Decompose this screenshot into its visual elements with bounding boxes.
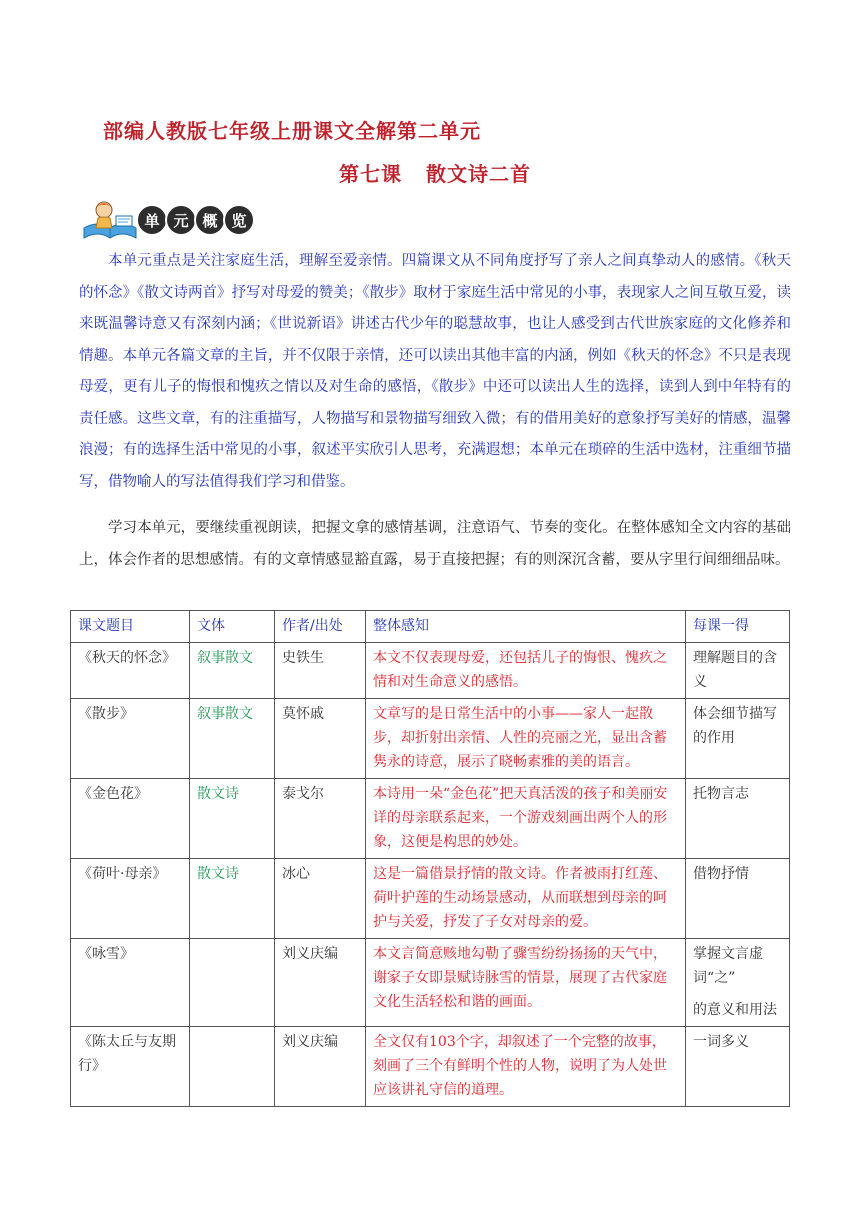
- header-author: 作者/出处: [275, 611, 366, 643]
- table-row: [71, 779, 790, 859]
- header-overall: 整体感知: [366, 611, 686, 643]
- table-row: [71, 699, 790, 779]
- genre-cell: 叙事散文: [190, 643, 275, 699]
- overall-cell: 本文不仅表现母爱，还包括儿子的悔恨、愧疚之情和对生命意义的感悟。: [366, 643, 686, 699]
- overall-cell: 本诗用一朵“金色花”把天真活泼的孩子和美丽安详的母亲联系起来，一个游戏刻画出两个人的形象，这便是构思的妙处。: [366, 779, 686, 859]
- table-row: [71, 939, 790, 1027]
- genre-cell: 散文诗: [190, 859, 275, 939]
- table-row: [71, 643, 790, 699]
- author-cell: 史铁生: [275, 643, 366, 699]
- study-guide-paragraph: 学习本单元，要继续重视朗读，把握文拿的感情基调，注意语气、节奏的变化。在整体感知全文内容的基础上，体会作者的思想感情。有的文章情感显豁直露，易于直接把握；有的则深沉含蓄，要从字里行间细细品味。: [79, 520, 791, 568]
- genre-cell: 散文诗: [190, 779, 275, 859]
- overall-cell: 文章写的是日常生活中的小事——家人一起散步，却折射出亲情、人性的亮丽之光，显出含蓄隽永的诗意，展示了晓畅素雅的美的语言。: [366, 699, 686, 779]
- gain-text: 掌握文言虚词“之”: [693, 946, 763, 986]
- author-cell: 刘义庆编: [275, 939, 366, 1027]
- badge-char: 览: [223, 204, 255, 236]
- gain-cell: [686, 939, 790, 1027]
- table-row: [71, 859, 790, 939]
- genre-cell: [190, 939, 275, 1027]
- lesson-title-cell: 《咏雪》: [71, 939, 190, 1027]
- overall-cell: 这是一篇借景抒情的散文诗。作者被雨打红莲、荷叶护莲的生动场景感动，从而联想到母亲的呵护与关爱，抒发了子女对母亲的爱。: [366, 859, 686, 939]
- header-gain: 每课一得: [686, 611, 790, 643]
- unit-overview-header: [80, 198, 252, 242]
- table-row: [71, 1027, 790, 1107]
- header-title: 课文题目: [71, 611, 190, 643]
- gain-cell: 体会细节描写的作用: [686, 699, 790, 779]
- author-cell: 冰心: [275, 859, 366, 939]
- author-cell: 泰戈尔: [275, 779, 366, 859]
- badge-char: 元: [165, 204, 197, 236]
- badge-char: 单: [136, 204, 168, 236]
- lesson-title-cell: 《散步》: [71, 699, 190, 779]
- badge-char: 概: [194, 204, 226, 236]
- overall-cell: 本文言简意赅地勾勒了骤雪纷纷扬扬的天气中，谢家子女即景赋诗脉雪的情景，展现了古代家庭文化生活轻松和谐的画面。: [366, 939, 686, 1027]
- genre-cell: [190, 1027, 275, 1107]
- overall-cell: 全文仅有103个字，却叙述了一个完整的故事，刻画了三个有鲜明个性的人物，说明了为人处世应该讲礼守信的道理。: [366, 1027, 686, 1107]
- lesson-title-cell: 《陈太丘与友期行》: [71, 1027, 190, 1107]
- author-cell: 莫怀戚: [275, 699, 366, 779]
- header-genre: 文体: [190, 611, 275, 643]
- gain-cell: 理解题目的含义: [686, 643, 790, 699]
- lesson-summary-table: [70, 610, 790, 1107]
- author-cell: 刘义庆编: [275, 1027, 366, 1107]
- lesson-title-cell: 《荷叶·母亲》: [71, 859, 190, 939]
- gain-cell: 托物言志: [686, 779, 790, 859]
- unit-intro-paragraph: 本单元重点是关注家庭生活，理解至爱亲情。四篇课文从不同角度抒写了亲人之间真挚动人的感情。《秋天的怀念》《散文诗两首》抒写对母爱的赞美；《散步》取材于家庭生活中常见的小事，表现家人之间互敬互爱，读来既温馨诗意又有深刻内涵；《世说新语》讲述古代少年的聪慧故事，也让人感受到古代世族家庭的文化修养和情趣。本单元各篇文章的主旨，并不仅限于亲情，还可以读出其他丰富的内涵，例如《秋天的怀念》不只是表现母爱，更有儿子的悔恨和愧疚之情以及对生命的感悟，《散步》中还可以读出人生的选择，读到人到中年特有的责任感。这些文章，有的注重描写，人物描写和景物描写细致入微；有的借用美好的意象抒写美好的情感，温馨浪漫；有的选择生活中常见的小事，叙述平实欣引人思考，充满遐想；本单元在琐碎的生活中选材，注重细节描写，借物喻人的写法值得我们学习和借鉴。: [79, 253, 791, 490]
- genre-cell: 叙事散文: [190, 699, 275, 779]
- lesson-subtitle: [339, 158, 531, 187]
- gain-cell: 借物抒情: [686, 859, 790, 939]
- lesson-name: 散文诗二首: [426, 162, 531, 186]
- table-header-row: [71, 611, 790, 643]
- document-title: 部编人教版七年级上册课文全解第二单元: [103, 119, 481, 143]
- unit-overview-badge: [136, 204, 252, 236]
- lesson-title-cell: 《秋天的怀念》: [71, 643, 190, 699]
- gain-text-continued: 的意义和用法: [693, 1002, 777, 1018]
- reading-child-book-icon: [80, 198, 140, 242]
- gain-cell: 一词多义: [686, 1027, 790, 1107]
- lesson-title-cell: 《金色花》: [71, 779, 190, 859]
- lesson-number: 第七课: [339, 162, 402, 186]
